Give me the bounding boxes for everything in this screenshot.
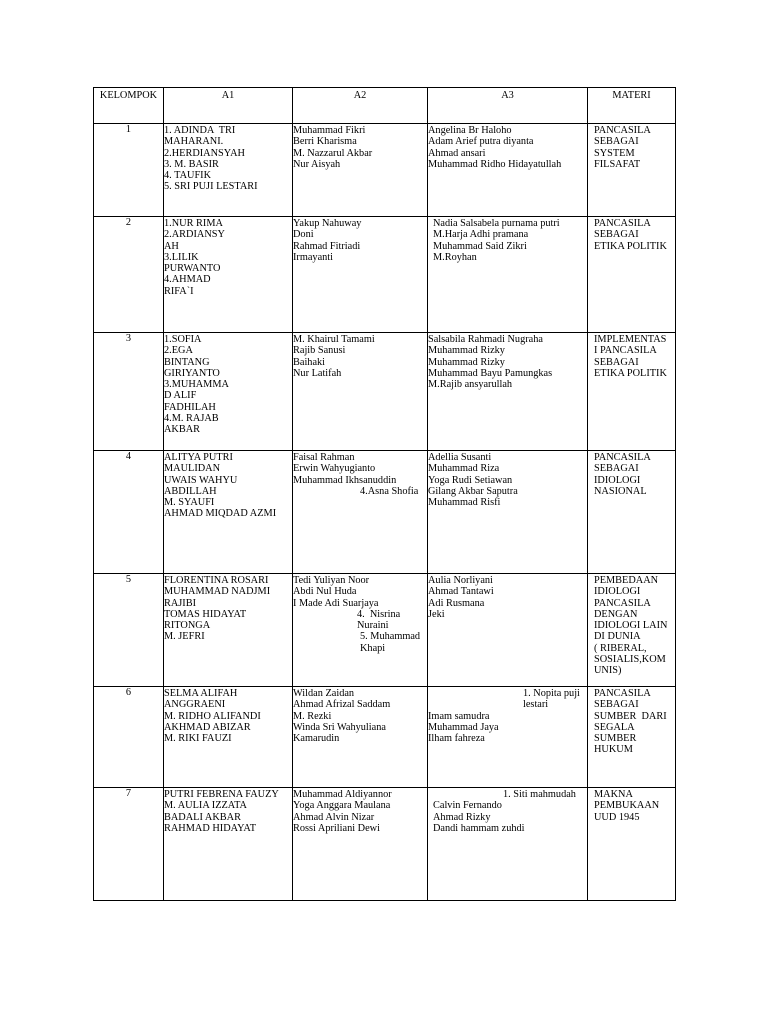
materi-line: PEMBUKAAN	[594, 800, 660, 812]
a3-list	[428, 575, 585, 620]
materi-line: UNIS)	[594, 665, 622, 677]
cell-line: 3. M. BASIR	[164, 158, 219, 170]
list-item	[428, 125, 585, 136]
list-item	[433, 252, 585, 263]
list-item	[428, 136, 585, 147]
materi-line: HUKUM	[594, 744, 633, 756]
materi-line: DI DUNIA	[594, 631, 641, 643]
group-number: 5	[94, 574, 164, 687]
a2-list	[293, 218, 425, 263]
materi-line: SEGALA	[594, 721, 635, 733]
list-item-name: Baihaki	[293, 356, 326, 368]
table-row	[94, 451, 676, 574]
list-item	[433, 823, 585, 834]
list-item	[428, 497, 585, 508]
materi-line: ( RIBERAL,	[594, 642, 647, 654]
list-item	[164, 733, 290, 744]
table-header-row	[94, 88, 676, 124]
list-item-name: M. JEFRI	[164, 631, 205, 643]
table-row	[94, 124, 676, 217]
list-item-name: Abdi Nul Huda	[293, 586, 357, 598]
list-item	[164, 575, 290, 586]
list-item	[164, 631, 290, 642]
list-item-name: M. Nazzarul Akbar	[293, 147, 373, 159]
materi-line: PEMBEDAAN	[594, 575, 659, 586]
list-item-name: Ahmad Tantawi	[428, 586, 494, 598]
list-item	[164, 800, 290, 811]
list-item-name: Yakup Nahuway	[293, 218, 362, 229]
cell-line: 4.AHMAD	[164, 274, 211, 286]
list-item	[164, 711, 290, 722]
list-item-name: Ahmad Afrizal Saddam	[293, 699, 391, 711]
materi-line: ETIKA POLITIK	[594, 240, 667, 252]
list-item	[428, 711, 585, 722]
list-item-name: M. Rezki	[293, 710, 332, 722]
cell-a2	[293, 788, 428, 901]
a2-list	[293, 575, 425, 609]
cell-a1	[164, 574, 293, 687]
list-item-name: Ilham fahreza	[428, 733, 485, 745]
list-item-name: Muhammad Ikhsanuddin	[293, 474, 397, 486]
list-item	[293, 711, 425, 722]
list-item-name: Dandi hammam zuhdi	[433, 822, 525, 834]
list-item-name: M. RIKI FAUZI	[164, 733, 232, 745]
list-item	[293, 722, 425, 733]
cell-a2	[293, 451, 428, 574]
list-item-name: Adellia Susanti	[428, 452, 492, 463]
group-number: 1	[94, 124, 164, 217]
list-item-name: Muhammad Rizky	[428, 345, 505, 357]
cell-materi	[588, 333, 676, 451]
materi-line: ETIKA POLITIK	[594, 367, 667, 379]
list-item-name: Yoga Anggara Maulana	[293, 800, 391, 812]
table-row	[94, 217, 676, 333]
list-item	[428, 345, 585, 356]
cell-a2	[293, 217, 428, 333]
list-item-name: Aulia Norliyani	[428, 575, 493, 586]
cell-a1	[164, 687, 293, 788]
list-item-name: M. RIDHO ALIFANDI	[164, 710, 261, 722]
list-item	[293, 136, 425, 147]
list-item	[164, 475, 290, 498]
list-item	[293, 125, 425, 136]
list-item-name: Wildan Zaidan	[293, 688, 355, 699]
list-item-name: RAHMAD HIDAYAT	[164, 822, 257, 834]
list-item	[293, 823, 425, 834]
materi-line: IMPLEMENTAS	[594, 334, 667, 345]
a1-list	[164, 688, 290, 744]
list-item	[293, 148, 425, 159]
materi-line: SOSIALIS,KOM	[594, 654, 666, 666]
list-item	[428, 148, 585, 159]
cell-a2	[293, 333, 428, 451]
list-item-name: M.Rajib ansyarullah	[428, 379, 513, 391]
list-item-name: Muhammad Aldiyannor	[293, 789, 392, 800]
materi-line: DENGAN	[594, 608, 638, 620]
cell-a3	[428, 333, 588, 451]
list-item	[428, 368, 585, 379]
a3-list	[433, 800, 585, 834]
list-item	[293, 345, 425, 356]
list-item-name: Nur Aisyah	[293, 158, 341, 170]
list-item	[428, 722, 585, 733]
list-item-name: M. SYAUFI	[164, 497, 215, 509]
cell-line: BINTANG	[164, 356, 210, 368]
list-item-name: Adi Rusmana	[428, 597, 485, 609]
list-item	[428, 452, 585, 463]
list-item-name: Kamarudin	[293, 733, 340, 745]
cell-materi	[588, 451, 676, 574]
list-item	[164, 452, 290, 475]
cell-a3	[428, 788, 588, 901]
cell-line: GIRIYANTO	[164, 367, 220, 379]
list-item-name: Yoga Rudi Setiawan	[428, 474, 513, 486]
list-item	[428, 486, 585, 497]
list-item	[293, 357, 425, 368]
list-item	[293, 452, 425, 463]
list-item	[293, 699, 425, 710]
materi-line: PANCASILA	[594, 688, 651, 699]
a1-list	[164, 789, 290, 834]
materi-line: IDIOLOGI LAIN	[594, 620, 668, 632]
list-item	[428, 586, 585, 597]
list-item	[293, 229, 425, 240]
a2-list	[293, 688, 425, 744]
cell-line: RIFA`I	[164, 285, 194, 297]
list-item-name: Muhammad Ridho Hidayatullah	[428, 158, 562, 170]
materi-line: IDIOLOGI	[594, 474, 641, 486]
list-item-name: Muhammad Fikri	[293, 125, 366, 136]
table-row	[94, 788, 676, 901]
list-item	[428, 475, 585, 486]
list-item-name: Rossi Apriliani Dewi	[293, 822, 380, 834]
list-item-name: Winda Sri Wahyuliana	[293, 721, 386, 733]
list-item	[164, 688, 290, 711]
cell-a1	[164, 217, 293, 333]
list-item-name: TOMAS HIDAYAT RITONGA	[164, 608, 246, 632]
group-number: 6	[94, 687, 164, 788]
materi-line: FILSAFAT	[594, 158, 641, 170]
cell-a2	[293, 124, 428, 217]
cell-a1	[164, 124, 293, 217]
list-item-name: Muhammad Riza	[428, 463, 500, 475]
list-item-name: Rahmad Fitriadi	[293, 240, 361, 252]
table-row	[94, 333, 676, 451]
cell-line: 5. Muhammad Khapi	[360, 631, 423, 654]
materi-line: NASIONAL	[594, 485, 647, 497]
list-item	[293, 586, 425, 597]
list-item-name: Muhammad Rizky	[428, 356, 505, 368]
list-item	[433, 218, 585, 229]
table-row	[94, 687, 676, 788]
materi-line: SEBAGAI	[594, 356, 639, 368]
list-item	[428, 575, 585, 586]
list-item-name: Ahmad Rizky	[433, 811, 491, 823]
list-item	[293, 598, 425, 609]
list-item-name: Muhammad Bayu Pamungkas	[428, 367, 553, 379]
group-table	[93, 87, 676, 901]
cell-line: AH	[164, 240, 179, 252]
materi-line: I PANCASILA	[594, 345, 657, 357]
list-item	[293, 800, 425, 811]
header-materi: MATERI	[588, 88, 676, 124]
group-number: 7	[94, 788, 164, 901]
list-item	[433, 800, 585, 811]
list-item	[164, 812, 290, 823]
cell-a2	[293, 574, 428, 687]
cell-a3	[428, 687, 588, 788]
a2-list	[293, 125, 425, 170]
cell-line: 4. Nisrina Nuraini	[357, 608, 403, 632]
list-item-name: Nadia Salsabela purnama putri	[433, 218, 560, 229]
list-item-name: Doni	[293, 229, 314, 241]
list-item-name: Muhammad Jaya	[428, 721, 499, 733]
list-item-name: M. Khairul Tamami	[293, 334, 375, 345]
list-item	[164, 789, 290, 800]
a3-list	[428, 711, 585, 745]
list-item	[433, 812, 585, 823]
materi-line: PANCASILA	[594, 218, 651, 229]
cell-materi	[588, 687, 676, 788]
header-kelompok: KELOMPOK	[94, 88, 164, 124]
list-item	[293, 241, 425, 252]
cell-a2	[293, 687, 428, 788]
list-item	[164, 823, 290, 834]
list-item-name: BADALI AKBAR	[164, 811, 241, 823]
list-item	[428, 357, 585, 368]
a3-list	[428, 452, 585, 508]
list-item	[293, 334, 425, 345]
materi-line: MAKNA	[594, 789, 633, 800]
list-item-name: M.Harja Adhi pramana	[433, 229, 529, 241]
materi-line: PANCASILA	[594, 452, 651, 463]
materi-line: PANCASILA	[594, 597, 651, 609]
group-number: 2	[94, 217, 164, 333]
cell-materi	[588, 788, 676, 901]
list-item	[293, 812, 425, 823]
cell-materi	[588, 217, 676, 333]
list-item-name: Gilang Akbar Saputra	[428, 485, 518, 497]
cell-line: 1.SOFIA	[164, 334, 202, 345]
cell-a1	[164, 788, 293, 901]
cell-line: 5. SRI PUJI LESTARI	[164, 181, 258, 193]
list-item-name: UWAIS WAHYU ABDILLAH	[164, 474, 238, 497]
a2-list	[293, 789, 425, 834]
cell-line: 1. Nopita puji lestari	[523, 688, 583, 711]
list-item-name: Nur Latifah	[293, 367, 342, 379]
list-item-name: Adam Arief putra diyanta	[428, 136, 534, 148]
materi-line: SYSTEM	[594, 147, 635, 159]
list-item	[293, 252, 425, 263]
materi-line: SEBAGAI	[594, 229, 639, 241]
materi-line: SEBAGAI	[594, 699, 639, 711]
list-item	[428, 159, 585, 170]
list-item-name: Angelina Br Haloho	[428, 125, 512, 136]
list-item-name: Faisal Rahman	[293, 452, 355, 463]
list-item-name: ALITYA PUTRI MAULIDAN	[164, 452, 233, 475]
cell-line: AKBAR	[164, 424, 201, 436]
cell-line: 3.LILIK	[164, 251, 199, 263]
materi-line: SUMBER	[594, 733, 637, 745]
list-item	[293, 789, 425, 800]
cell-materi	[588, 124, 676, 217]
cell-line: FADHILAH	[164, 401, 216, 413]
list-item-name: Berri Kharisma	[293, 136, 357, 148]
cell-a3	[428, 574, 588, 687]
list-item-name: SELMA ALIFAH ANGGRAENI	[164, 688, 238, 711]
list-item-name: Jeki	[428, 608, 445, 620]
cell-a3	[428, 124, 588, 217]
cell-line: 4. TAUFIK	[164, 170, 212, 182]
cell-line: 4.M. RAJAB	[164, 413, 219, 425]
list-item-name: Erwin Wahyugianto	[293, 463, 376, 475]
a1-list	[164, 575, 290, 643]
a3-list	[428, 334, 585, 390]
list-item-name: PUTRI FEBRENA FAUZY	[164, 789, 279, 800]
list-item-name: Muhammad Said Zikri	[433, 240, 527, 252]
table-row	[94, 574, 676, 687]
cell-line: PURWANTO	[164, 263, 221, 275]
list-item	[164, 508, 290, 519]
list-item	[428, 379, 585, 390]
list-item	[164, 586, 290, 609]
materi-line: SEBAGAI	[594, 136, 639, 148]
list-item-name: Ahmad ansari	[428, 147, 486, 159]
list-item-name: Irmayanti	[293, 251, 334, 263]
list-item	[293, 218, 425, 229]
list-item-name: I Made Adi Suarjaya	[293, 597, 379, 609]
list-item	[293, 733, 425, 744]
materi-line: SUMBER DARI	[594, 710, 667, 722]
header-a3: A3	[428, 88, 588, 124]
list-item-name: Salsabila Rahmadi Nugraha	[428, 334, 543, 345]
cell-line: 4.Asna Shofia	[360, 485, 419, 497]
list-item	[293, 463, 425, 474]
list-item-name: FLORENTINA ROSARI	[164, 575, 269, 586]
list-item-name: Tedi Yuliyan Noor	[293, 575, 370, 586]
cell-line: 1. ADINDA TRI	[164, 125, 236, 136]
list-item-name: MUHAMMAD NADJMI RAJIBI	[164, 586, 271, 609]
a2-list	[293, 334, 425, 379]
list-item-name: Ahmad Alvin Nizar	[293, 811, 375, 823]
list-item-name: M. AULIA IZZATA	[164, 800, 247, 812]
list-item-name: Calvin Fernando	[433, 800, 502, 812]
list-item	[428, 334, 585, 345]
cell-a3	[428, 217, 588, 333]
materi-line: IDIOLOGI	[594, 586, 641, 598]
materi-line: PANCASILA	[594, 125, 651, 136]
cell-line: 1. Siti mahmudah	[503, 789, 576, 800]
cell-line: 2.HERDIANSYAH	[164, 147, 245, 159]
list-item-name: Rajib Sanusi	[293, 345, 346, 357]
list-item	[293, 475, 425, 486]
cell-line: D ALIF	[164, 390, 197, 402]
list-item	[428, 463, 585, 474]
cell-a1	[164, 333, 293, 451]
list-item	[293, 368, 425, 379]
list-item	[428, 598, 585, 609]
a3-list	[428, 125, 585, 170]
materi-line: SEBAGAI	[594, 463, 639, 475]
list-item	[164, 497, 290, 508]
cell-line: 2.EGA	[164, 345, 193, 357]
cell-a3	[428, 451, 588, 574]
a3-list	[433, 218, 585, 263]
list-item	[164, 722, 290, 733]
list-item	[433, 229, 585, 240]
list-item	[428, 609, 585, 620]
cell-line: 3.MUHAMMA	[164, 379, 229, 391]
list-item	[428, 733, 585, 744]
list-item	[293, 575, 425, 586]
list-item	[293, 688, 425, 699]
header-a2: A2	[293, 88, 428, 124]
list-item-name: Muhammad Risfi	[428, 497, 501, 509]
list-item-name: M.Royhan	[433, 251, 477, 263]
list-item	[293, 159, 425, 170]
list-item-name: AKHMAD ABIZAR	[164, 721, 251, 733]
list-item-name: AHMAD MIQDAD AZMI	[164, 508, 277, 520]
header-a1: A1	[164, 88, 293, 124]
a2-list	[293, 452, 425, 486]
cell-materi	[588, 574, 676, 687]
a1-list	[164, 452, 290, 520]
materi-line: UUD 1945	[594, 811, 640, 823]
cell-a1	[164, 451, 293, 574]
cell-line: 2.ARDIANSY	[164, 229, 225, 241]
cell-line: MAHARANI.	[164, 136, 224, 148]
group-number: 4	[94, 451, 164, 574]
group-number: 3	[94, 333, 164, 451]
list-item	[433, 241, 585, 252]
list-item	[164, 609, 290, 632]
cell-line: 1.NUR RIMA	[164, 218, 223, 229]
list-item-name: Imam samudra	[428, 710, 490, 722]
